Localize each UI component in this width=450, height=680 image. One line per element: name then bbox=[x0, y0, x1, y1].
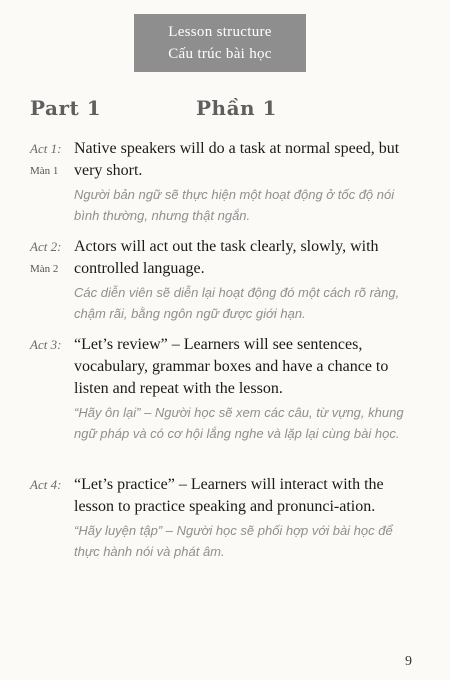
part-title-vi: Phần 1 bbox=[196, 96, 277, 120]
act-text-vi: Người bản ngữ sẽ thực hiện một hoạt động ở tốc độ nói bình thường, nhưng thật ngắn. bbox=[74, 187, 395, 223]
act-text-en: “Let’s practice” – Learners will interact with the lesson to practice speaking and pronunci-ation. bbox=[74, 476, 384, 515]
banner-title-vi: Cấu trúc bài học bbox=[168, 46, 272, 62]
act-description bbox=[74, 236, 419, 324]
act-1 bbox=[30, 138, 420, 230]
act-text-en: “Let’s review” – Learners will see sentences, vocabulary, grammar boxes and have a chance to listen and repeat with the lesson. bbox=[74, 336, 389, 397]
act-label: Act 3: bbox=[30, 337, 62, 352]
act-4 bbox=[30, 474, 420, 586]
act-label: Act 4: bbox=[30, 477, 62, 492]
act-description bbox=[74, 474, 419, 562]
page-number: 9 bbox=[405, 654, 412, 669]
act-text-vi: “Hãy luyện tập” – Người học sẽ phối hợp với bài học để thực hành nói và phát âm. bbox=[74, 523, 393, 559]
act-3 bbox=[30, 334, 420, 464]
act-label: Act 2: bbox=[30, 239, 62, 254]
act-text-en: Native speakers will do a task at normal speed, but very short. bbox=[74, 140, 400, 179]
banner-title-en: Lesson structure bbox=[168, 24, 272, 40]
act-text-vi: “Hãy ôn lại” – Người học sẽ xem các câu, từ vựng, khung ngữ pháp và có cơ hội lắng nghe và lặp lại cùng bài học. bbox=[74, 405, 404, 441]
part-heading bbox=[30, 96, 430, 126]
act-label-vi: Màn 2 bbox=[30, 263, 59, 275]
act-description bbox=[74, 334, 419, 444]
act-text-en: Actors will act out the task clearly, slowly, with controlled language. bbox=[74, 238, 379, 277]
act-description bbox=[74, 138, 419, 226]
act-label-vi: Màn 1 bbox=[30, 165, 59, 177]
lesson-structure-banner bbox=[134, 14, 306, 72]
part-title-en: Part 1 bbox=[30, 96, 102, 120]
act-2 bbox=[30, 236, 420, 328]
act-text-vi: Các diễn viên sẽ diễn lại hoạt động đó một cách rõ ràng, chậm rãi, bằng ngôn ngữ được giới hạn. bbox=[74, 285, 400, 321]
act-label: Act 1: bbox=[30, 141, 62, 156]
